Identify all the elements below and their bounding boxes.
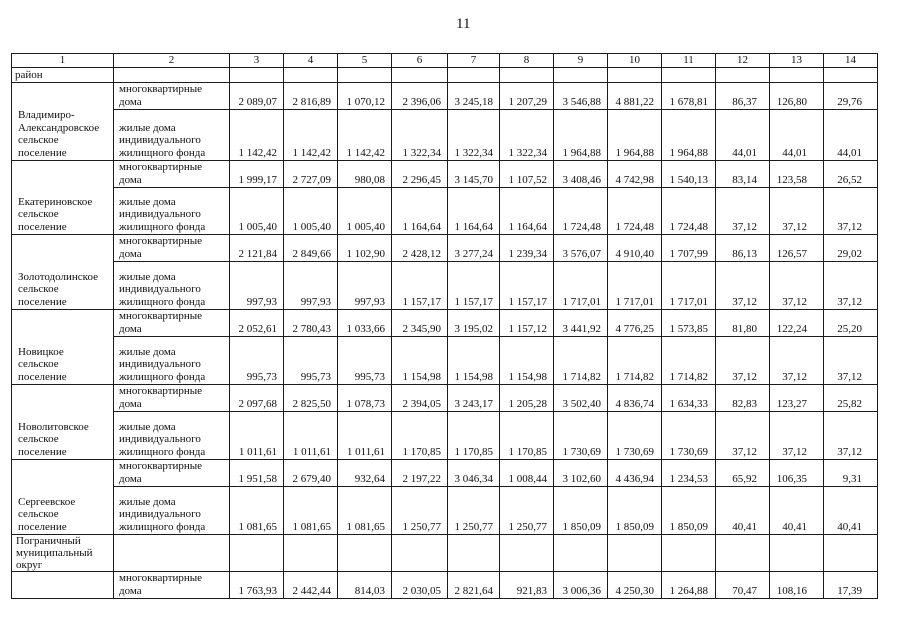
- value-cell-col-8: 1 107,52: [500, 161, 554, 188]
- okrug-name: Пограничный муниципальный округ: [12, 535, 114, 572]
- housing-type-label: многоквартирные дома: [114, 460, 230, 487]
- value-cell-col-9: 3 576,07: [554, 235, 608, 262]
- settlement-row-apartment: [12, 385, 878, 412]
- value-cell-col-12: 37,12: [716, 337, 770, 385]
- okrug-row-apartment: [12, 572, 878, 599]
- value-cell-col-7: 1 157,17: [448, 262, 500, 310]
- value-cell-col-9: 3 006,36: [554, 572, 608, 599]
- empty-cell: [448, 535, 500, 572]
- value-cell-col-9: 3 408,46: [554, 161, 608, 188]
- value-cell-col-7: 3 277,24: [448, 235, 500, 262]
- value-cell-col-8: 921,83: [500, 572, 554, 599]
- value-cell-col-5: 1 005,40: [338, 188, 392, 235]
- value-cell-col-4: 997,93: [284, 262, 338, 310]
- empty-cell: [114, 68, 230, 83]
- value-cell-col-3: 2 121,84: [230, 235, 284, 262]
- value-cell-col-11: 1 540,13: [662, 161, 716, 188]
- column-number-12: 12: [716, 54, 770, 68]
- value-cell-col-6: 2 345,90: [392, 310, 448, 337]
- empty-cell: [716, 68, 770, 83]
- value-cell-col-14: 29,76: [824, 83, 878, 110]
- value-cell-col-13: 108,16: [770, 572, 824, 599]
- value-cell-col-3: 2 089,07: [230, 83, 284, 110]
- value-cell-col-12: 37,12: [716, 262, 770, 310]
- value-cell-col-11: 1 717,01: [662, 262, 716, 310]
- empty-cell: [12, 572, 114, 599]
- value-cell-col-8: 1 322,34: [500, 110, 554, 161]
- value-cell-col-4: 2 679,40: [284, 460, 338, 487]
- value-cell-col-5: 814,03: [338, 572, 392, 599]
- empty-cell: [770, 535, 824, 572]
- value-cell-col-11: 1 678,81: [662, 83, 716, 110]
- housing-type-label: многоквартирные дома: [114, 235, 230, 262]
- tariff-table: [11, 53, 878, 599]
- value-cell-col-13: 40,41: [770, 487, 824, 535]
- settlement-row-apartment: [12, 235, 878, 262]
- value-cell-col-3: 2 097,68: [230, 385, 284, 412]
- value-cell-col-7: 1 170,85: [448, 412, 500, 460]
- value-cell-col-7: 2 821,64: [448, 572, 500, 599]
- housing-type-label: многоквартирные дома: [114, 572, 230, 599]
- value-cell-col-8: 1 154,98: [500, 337, 554, 385]
- settlement-row-individual: [12, 188, 878, 235]
- value-cell-col-11: 1 573,85: [662, 310, 716, 337]
- value-cell-col-10: 4 436,94: [608, 460, 662, 487]
- value-cell-col-14: 17,39: [824, 572, 878, 599]
- value-cell-col-6: 1 170,85: [392, 412, 448, 460]
- value-cell-col-12: 70,47: [716, 572, 770, 599]
- column-number-2: 2: [114, 54, 230, 68]
- value-cell-col-12: 86,37: [716, 83, 770, 110]
- value-cell-col-13: 37,12: [770, 262, 824, 310]
- value-cell-col-13: 126,57: [770, 235, 824, 262]
- housing-type-label: жилые дома индивидуального жилищного фонда: [114, 337, 230, 385]
- empty-cell: [500, 535, 554, 572]
- value-cell-col-10: 4 910,40: [608, 235, 662, 262]
- value-cell-col-9: 1 730,69: [554, 412, 608, 460]
- value-cell-col-3: 1 999,17: [230, 161, 284, 188]
- value-cell-col-9: 1 714,82: [554, 337, 608, 385]
- column-number-5: 5: [338, 54, 392, 68]
- value-cell-col-13: 123,27: [770, 385, 824, 412]
- column-number-1: 1: [12, 54, 114, 68]
- empty-cell: [230, 535, 284, 572]
- column-number-8: 8: [500, 54, 554, 68]
- value-cell-col-7: 3 046,34: [448, 460, 500, 487]
- value-cell-col-12: 37,12: [716, 412, 770, 460]
- empty-cell: [114, 535, 230, 572]
- value-cell-col-8: 1 157,12: [500, 310, 554, 337]
- value-cell-col-10: 1 850,09: [608, 487, 662, 535]
- value-cell-col-3: 1 005,40: [230, 188, 284, 235]
- value-cell-col-3: 1 763,93: [230, 572, 284, 599]
- value-cell-col-4: 1 005,40: [284, 188, 338, 235]
- value-cell-col-8: 1 170,85: [500, 412, 554, 460]
- empty-cell: [338, 68, 392, 83]
- value-cell-col-4: 1 142,42: [284, 110, 338, 161]
- value-cell-col-13: 44,01: [770, 110, 824, 161]
- value-cell-col-11: 1 730,69: [662, 412, 716, 460]
- value-cell-col-6: 2 197,22: [392, 460, 448, 487]
- value-cell-col-9: 1 717,01: [554, 262, 608, 310]
- value-cell-col-7: 1 250,77: [448, 487, 500, 535]
- value-cell-col-9: 3 546,88: [554, 83, 608, 110]
- value-cell-col-9: 3 502,40: [554, 385, 608, 412]
- value-cell-col-5: 1 081,65: [338, 487, 392, 535]
- value-cell-col-4: 2 780,43: [284, 310, 338, 337]
- value-cell-col-11: 1 964,88: [662, 110, 716, 161]
- okrug-name-row: [12, 535, 878, 572]
- value-cell-col-12: 65,92: [716, 460, 770, 487]
- value-cell-col-11: 1 707,99: [662, 235, 716, 262]
- settlement-name: Владимиро- Александровское сельское поселение: [12, 83, 114, 161]
- empty-cell: [230, 68, 284, 83]
- value-cell-col-13: 106,35: [770, 460, 824, 487]
- value-cell-col-10: 1 964,88: [608, 110, 662, 161]
- value-cell-col-13: 37,12: [770, 337, 824, 385]
- value-cell-col-3: 1 081,65: [230, 487, 284, 535]
- value-cell-col-13: 37,12: [770, 412, 824, 460]
- value-cell-col-12: 82,83: [716, 385, 770, 412]
- value-cell-col-6: 1 154,98: [392, 337, 448, 385]
- value-cell-col-3: 2 052,61: [230, 310, 284, 337]
- value-cell-col-3: 1 011,61: [230, 412, 284, 460]
- value-cell-col-3: 1 951,58: [230, 460, 284, 487]
- value-cell-col-4: 2 825,50: [284, 385, 338, 412]
- value-cell-col-10: 4 250,30: [608, 572, 662, 599]
- column-number-3: 3: [230, 54, 284, 68]
- value-cell-col-11: 1 724,48: [662, 188, 716, 235]
- value-cell-col-7: 1 154,98: [448, 337, 500, 385]
- value-cell-col-7: 3 145,70: [448, 161, 500, 188]
- settlement-name: Новолитовское сельское поселение: [12, 385, 114, 460]
- value-cell-col-7: 3 245,18: [448, 83, 500, 110]
- value-cell-col-11: 1 714,82: [662, 337, 716, 385]
- value-cell-col-9: 1 850,09: [554, 487, 608, 535]
- value-cell-col-4: 2 849,66: [284, 235, 338, 262]
- column-number-13: 13: [770, 54, 824, 68]
- settlement-row-individual: [12, 262, 878, 310]
- value-cell-col-6: 2 428,12: [392, 235, 448, 262]
- value-cell-col-10: 4 881,22: [608, 83, 662, 110]
- empty-cell: [770, 68, 824, 83]
- empty-cell: [824, 68, 878, 83]
- empty-cell: [448, 68, 500, 83]
- value-cell-col-12: 81,80: [716, 310, 770, 337]
- empty-cell: [338, 535, 392, 572]
- value-cell-col-7: 1 322,34: [448, 110, 500, 161]
- value-cell-col-5: 995,73: [338, 337, 392, 385]
- settlement-row-individual: [12, 487, 878, 535]
- value-cell-col-14: 25,82: [824, 385, 878, 412]
- value-cell-col-6: 1 322,34: [392, 110, 448, 161]
- value-cell-col-8: 1 239,34: [500, 235, 554, 262]
- empty-cell: [284, 535, 338, 572]
- housing-type-label: многоквартирные дома: [114, 83, 230, 110]
- housing-type-label: жилые дома индивидуального жилищного фонда: [114, 487, 230, 535]
- column-number-7: 7: [448, 54, 500, 68]
- value-cell-col-3: 995,73: [230, 337, 284, 385]
- value-cell-col-11: 1 264,88: [662, 572, 716, 599]
- value-cell-col-6: 2 030,05: [392, 572, 448, 599]
- value-cell-col-10: 4 742,98: [608, 161, 662, 188]
- value-cell-col-4: 995,73: [284, 337, 338, 385]
- value-cell-col-11: 1 634,33: [662, 385, 716, 412]
- column-number-14: 14: [824, 54, 878, 68]
- value-cell-col-4: 1 011,61: [284, 412, 338, 460]
- column-numbers-row: [12, 54, 878, 68]
- value-cell-col-14: 37,12: [824, 188, 878, 235]
- settlement-row-apartment: [12, 310, 878, 337]
- value-cell-col-12: 86,13: [716, 235, 770, 262]
- value-cell-col-14: 40,41: [824, 487, 878, 535]
- value-cell-col-10: 1 730,69: [608, 412, 662, 460]
- value-cell-col-14: 37,12: [824, 337, 878, 385]
- column-number-9: 9: [554, 54, 608, 68]
- value-cell-col-3: 997,93: [230, 262, 284, 310]
- value-cell-col-7: 3 195,02: [448, 310, 500, 337]
- value-cell-col-10: 1 714,82: [608, 337, 662, 385]
- value-cell-col-6: 1 164,64: [392, 188, 448, 235]
- value-cell-col-12: 40,41: [716, 487, 770, 535]
- settlement-row-individual: [12, 110, 878, 161]
- value-cell-col-10: 1 724,48: [608, 188, 662, 235]
- value-cell-col-5: 980,08: [338, 161, 392, 188]
- value-cell-col-10: 4 776,25: [608, 310, 662, 337]
- value-cell-col-14: 25,20: [824, 310, 878, 337]
- value-cell-col-13: 37,12: [770, 188, 824, 235]
- empty-cell: [392, 68, 448, 83]
- value-cell-col-13: 122,24: [770, 310, 824, 337]
- settlement-row-individual: [12, 337, 878, 385]
- value-cell-col-12: 44,01: [716, 110, 770, 161]
- value-cell-col-4: 2 442,44: [284, 572, 338, 599]
- settlement-name: Сергеевское сельское поселение: [12, 460, 114, 535]
- empty-cell: [554, 68, 608, 83]
- value-cell-col-8: 1 008,44: [500, 460, 554, 487]
- tariff-table-body: [12, 54, 878, 599]
- value-cell-col-7: 1 164,64: [448, 188, 500, 235]
- value-cell-col-13: 126,80: [770, 83, 824, 110]
- value-cell-col-3: 1 142,42: [230, 110, 284, 161]
- settlement-name: Новицкое сельское поселение: [12, 310, 114, 385]
- housing-type-label: многоквартирные дома: [114, 310, 230, 337]
- continued-district-row: [12, 68, 878, 83]
- page-number: 11: [456, 16, 471, 32]
- value-cell-col-9: 1 964,88: [554, 110, 608, 161]
- column-number-10: 10: [608, 54, 662, 68]
- settlement-name: Екатериновское сельское поселение: [12, 161, 114, 235]
- empty-cell: [662, 535, 716, 572]
- value-cell-col-5: 1 142,42: [338, 110, 392, 161]
- empty-cell: [824, 535, 878, 572]
- housing-type-label: многоквартирные дома: [114, 385, 230, 412]
- value-cell-col-9: 3 102,60: [554, 460, 608, 487]
- settlement-row-individual: [12, 412, 878, 460]
- housing-type-label: жилые дома индивидуального жилищного фонда: [114, 262, 230, 310]
- value-cell-col-4: 1 081,65: [284, 487, 338, 535]
- value-cell-col-11: 1 234,53: [662, 460, 716, 487]
- value-cell-col-12: 37,12: [716, 188, 770, 235]
- column-number-6: 6: [392, 54, 448, 68]
- value-cell-col-10: 4 836,74: [608, 385, 662, 412]
- settlement-row-apartment: [12, 161, 878, 188]
- value-cell-col-14: 37,12: [824, 262, 878, 310]
- value-cell-col-6: 1 157,17: [392, 262, 448, 310]
- column-number-4: 4: [284, 54, 338, 68]
- value-cell-col-8: 1 164,64: [500, 188, 554, 235]
- value-cell-col-5: 1 033,66: [338, 310, 392, 337]
- value-cell-col-9: 3 441,92: [554, 310, 608, 337]
- column-number-11: 11: [662, 54, 716, 68]
- value-cell-col-6: 2 396,06: [392, 83, 448, 110]
- value-cell-col-9: 1 724,48: [554, 188, 608, 235]
- value-cell-col-7: 3 243,17: [448, 385, 500, 412]
- value-cell-col-11: 1 850,09: [662, 487, 716, 535]
- value-cell-col-10: 1 717,01: [608, 262, 662, 310]
- value-cell-col-14: 29,02: [824, 235, 878, 262]
- empty-cell: [284, 68, 338, 83]
- empty-cell: [662, 68, 716, 83]
- value-cell-col-8: 1 207,29: [500, 83, 554, 110]
- value-cell-col-5: 1 070,12: [338, 83, 392, 110]
- value-cell-col-8: 1 205,28: [500, 385, 554, 412]
- value-cell-col-5: 932,64: [338, 460, 392, 487]
- settlement-row-apartment: [12, 460, 878, 487]
- value-cell-col-14: 26,52: [824, 161, 878, 188]
- value-cell-col-6: 2 296,45: [392, 161, 448, 188]
- continued-district-label: район: [12, 68, 114, 83]
- value-cell-col-5: 997,93: [338, 262, 392, 310]
- value-cell-col-13: 123,58: [770, 161, 824, 188]
- settlement-name: Золотодолинское сельское поселение: [12, 235, 114, 310]
- value-cell-col-8: 1 250,77: [500, 487, 554, 535]
- housing-type-label: жилые дома индивидуального жилищного фонда: [114, 412, 230, 460]
- housing-type-label: многоквартирные дома: [114, 161, 230, 188]
- empty-cell: [392, 535, 448, 572]
- value-cell-col-6: 1 250,77: [392, 487, 448, 535]
- housing-type-label: жилые дома индивидуального жилищного фонда: [114, 188, 230, 235]
- empty-cell: [500, 68, 554, 83]
- value-cell-col-4: 2 816,89: [284, 83, 338, 110]
- value-cell-col-12: 83,14: [716, 161, 770, 188]
- value-cell-col-5: 1 078,73: [338, 385, 392, 412]
- value-cell-col-14: 37,12: [824, 412, 878, 460]
- settlement-row-apartment: [12, 83, 878, 110]
- value-cell-col-14: 44,01: [824, 110, 878, 161]
- value-cell-col-4: 2 727,09: [284, 161, 338, 188]
- value-cell-col-8: 1 157,17: [500, 262, 554, 310]
- housing-type-label: жилые дома индивидуального жилищного фонда: [114, 110, 230, 161]
- empty-cell: [608, 68, 662, 83]
- value-cell-col-6: 2 394,05: [392, 385, 448, 412]
- empty-cell: [554, 535, 608, 572]
- empty-cell: [716, 535, 770, 572]
- value-cell-col-5: 1 102,90: [338, 235, 392, 262]
- value-cell-col-5: 1 011,61: [338, 412, 392, 460]
- value-cell-col-14: 9,31: [824, 460, 878, 487]
- empty-cell: [608, 535, 662, 572]
